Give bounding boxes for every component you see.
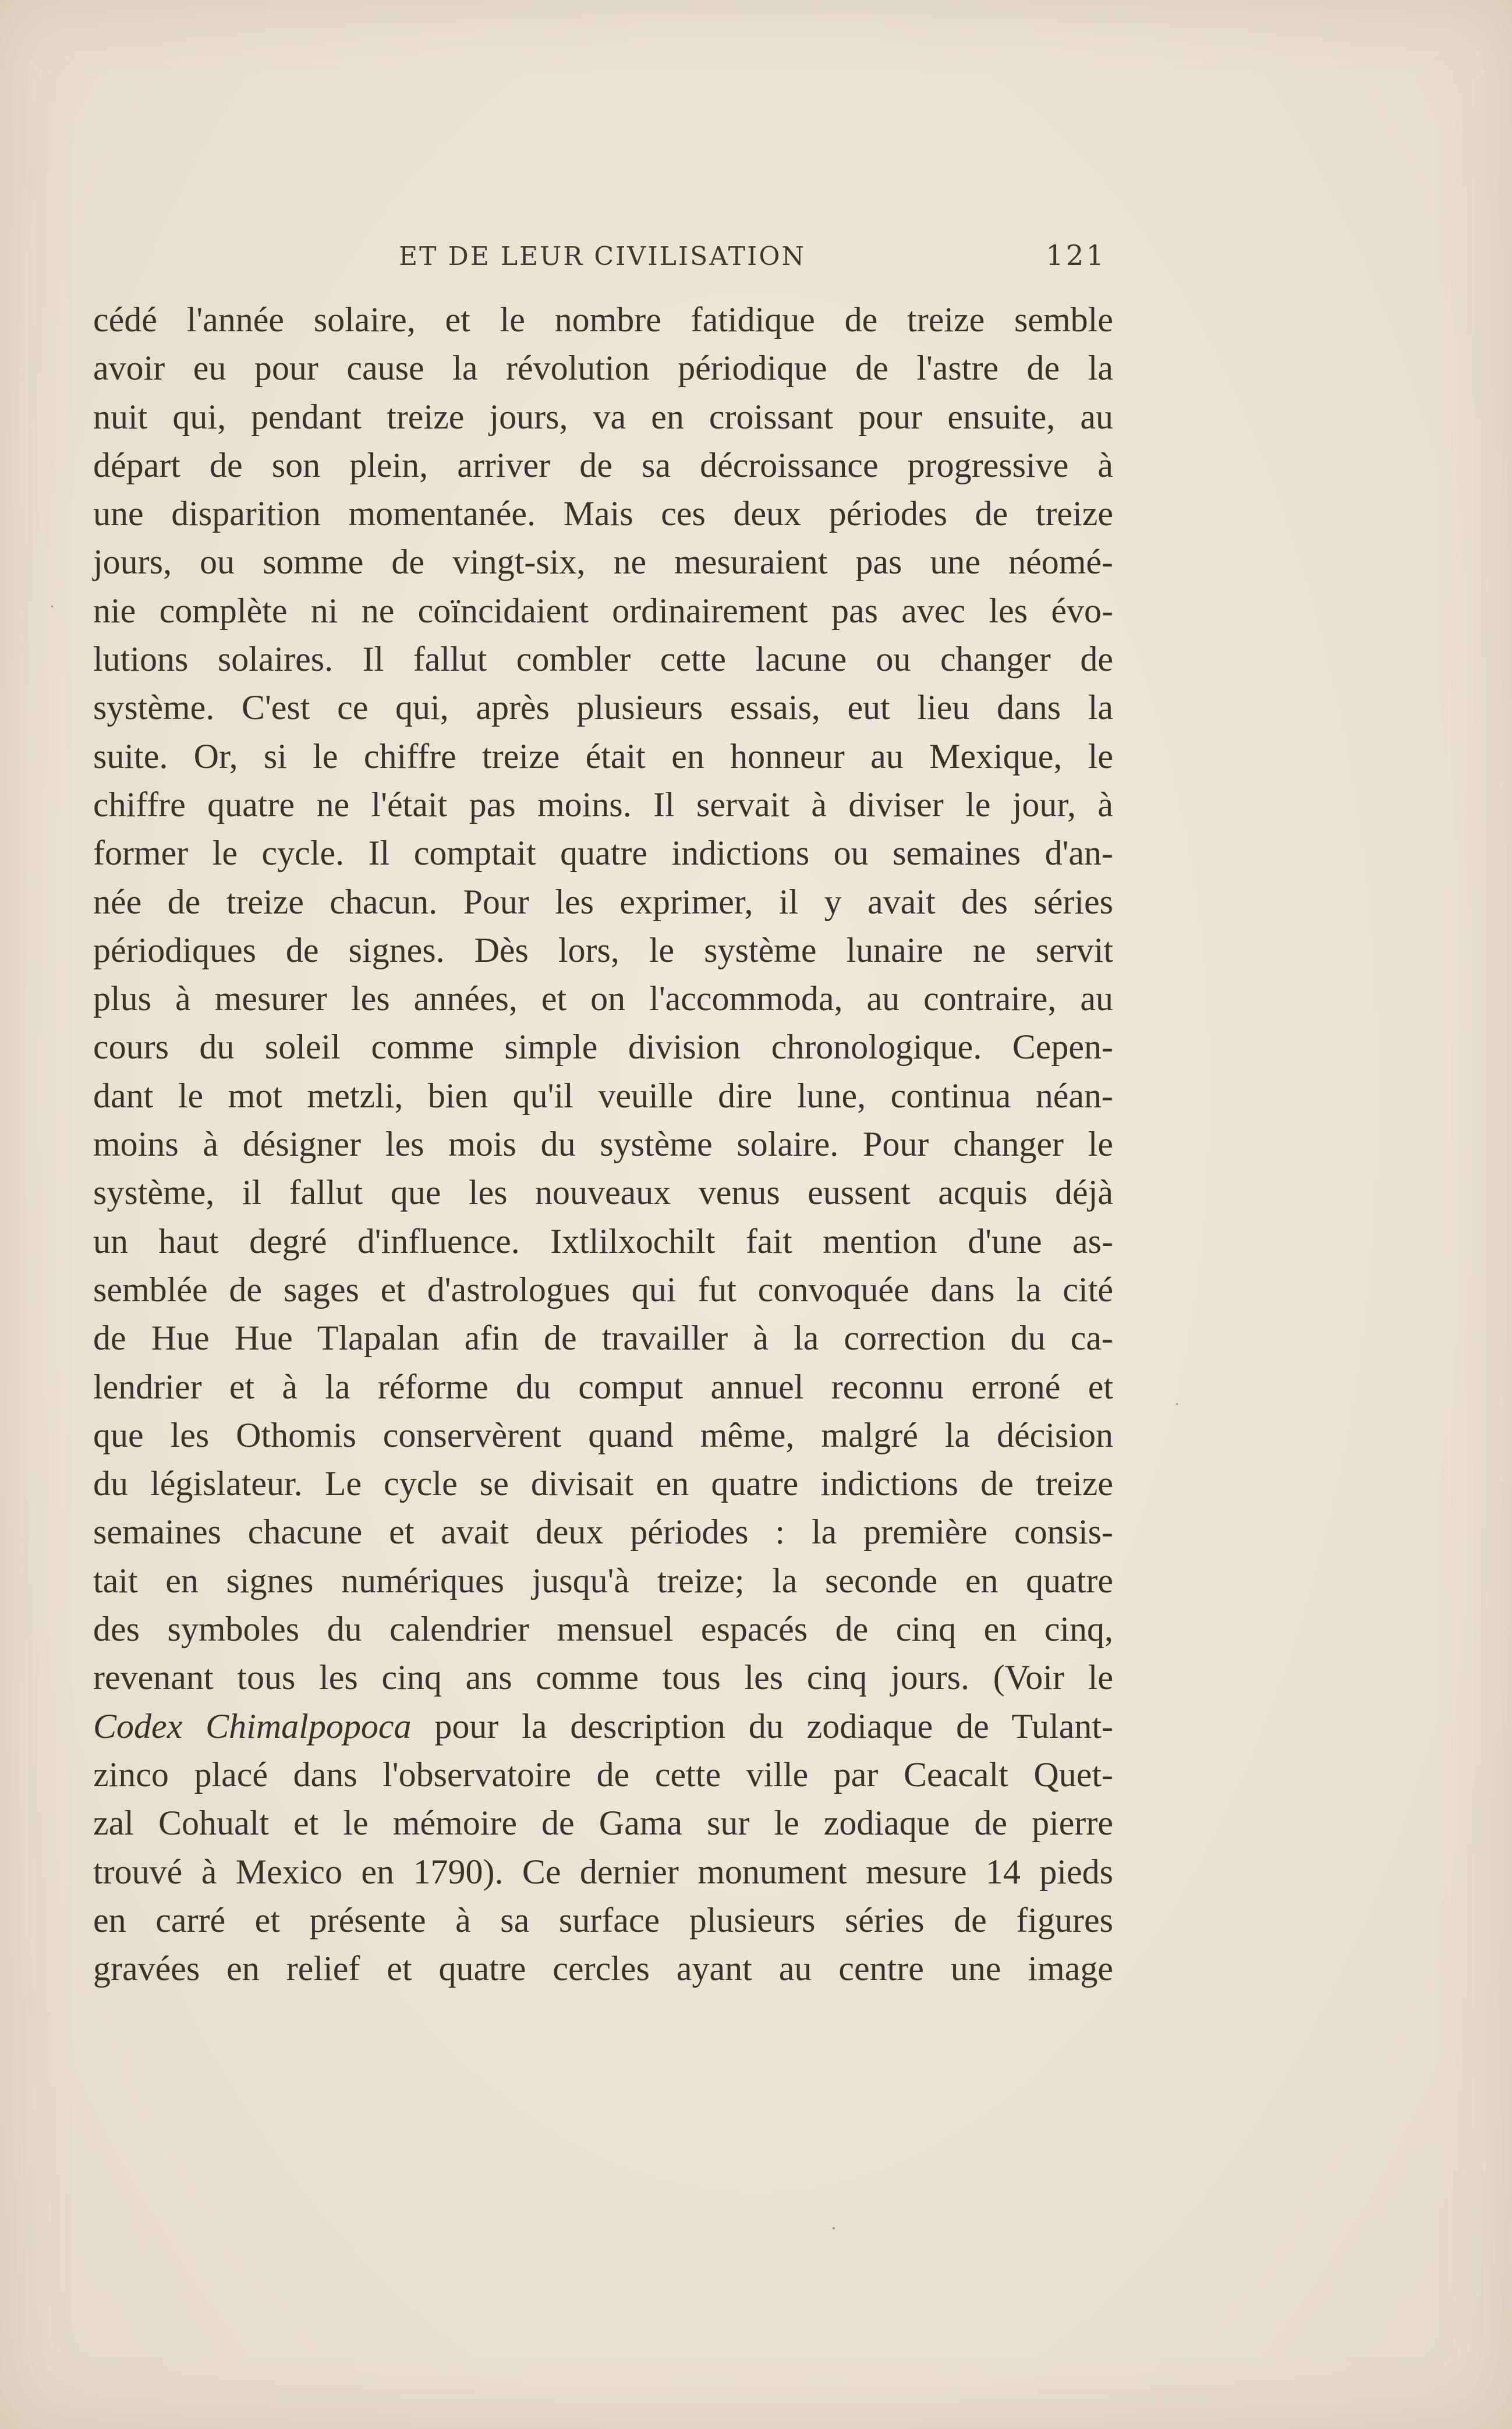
- text-line: nuit qui, pendant treize jours, va en croissant pour ensuite, au: [93, 397, 1113, 436]
- codex-line-rest: pour la description du zodiaque de Tulant-: [411, 1706, 1113, 1745]
- text-line: dant le mot metzli, bien qu'il veuille dire lune, continua néan-: [93, 1076, 1113, 1115]
- text-line: lutions solaires. Il fallut combler cette lacune ou changer de: [93, 640, 1113, 679]
- text-line: en carré et présente à sa surface plusieurs séries de figures: [93, 1900, 1113, 1939]
- text-line: née de treize chacun. Pour les exprimer, il y avait des séries: [93, 882, 1113, 921]
- text-line: cours du soleil comme simple division chronologique. Cepen-: [93, 1028, 1113, 1067]
- text-line: des symboles du calendrier mensuel espacés de cinq en cinq,: [93, 1610, 1113, 1649]
- text-line: nie complète ni ne coïncidaient ordinairement pas avec les évo-: [93, 591, 1113, 630]
- text-line: un haut degré d'influence. Ixtlilxochilt fait mention d'une as-: [93, 1221, 1113, 1260]
- text-line: lendrier et à la réforme du comput annuel reconnu erroné et: [93, 1367, 1113, 1406]
- text-line: périodiques de signes. Dès lors, le système lunaire ne servit: [93, 930, 1113, 969]
- text-line: tait en signes numériques jusqu'à treize; la seconde en quatre: [93, 1561, 1113, 1600]
- paper-speck: [51, 606, 53, 607]
- text-line: que les Othomis conservèrent quand même, malgré la décision: [93, 1415, 1113, 1454]
- text-line: jours, ou somme de vingt-six, ne mesuraient pas une néomé-: [93, 543, 1113, 582]
- running-title: ET DE LEUR CIVILISATION: [399, 242, 806, 271]
- text-line: moins à désigner les mois du système solaire. Pour changer le: [93, 1125, 1113, 1164]
- text-line: zinco placé dans l'observatoire de cette ville par Ceacalt Quet-: [93, 1755, 1113, 1794]
- paper-speck: [1176, 1403, 1178, 1405]
- text-line: système, il fallut que les nouveaux venus eussent acquis déjà: [93, 1173, 1113, 1212]
- text-line: de Hue Hue Tlapalan afin de travailler à la correction du ca-: [93, 1319, 1113, 1358]
- text-line: système. C'est ce qui, après plusieurs essais, eut lieu dans la: [93, 688, 1113, 727]
- running-header: [93, 236, 1106, 282]
- body-text: [93, 296, 1113, 1993]
- text-line: revenant tous les cinq ans comme tous les cinq jours. (Voir le: [93, 1658, 1113, 1697]
- paper-speck: [833, 2227, 835, 2229]
- text-line: semblée de sages et d'astrologues qui fut convoquée dans la cité: [93, 1270, 1113, 1309]
- text-line: une disparition momentanée. Mais ces deux périodes de treize: [93, 494, 1113, 533]
- page-number: 121: [1046, 239, 1106, 272]
- text-line: plus à mesurer les années, et on l'accommoda, au contraire, au: [93, 979, 1113, 1018]
- text-line: départ de son plein, arriver de sa décroissance progressive à: [93, 445, 1113, 484]
- text-line: suite. Or, si le chiffre treize était en honneur au Mexique, le: [93, 737, 1113, 776]
- text-line: semaines chacune et avait deux périodes : la première consis-: [93, 1513, 1113, 1552]
- text-line: zal Cohualt et le mémoire de Gama sur le zodiaque de pierre: [93, 1804, 1113, 1843]
- codex-title: Codex Chimalpopoca: [93, 1706, 412, 1745]
- text-line-codex: [93, 1702, 1113, 1751]
- text-line: avoir eu pour cause la révolution périodique de l'astre de la: [93, 349, 1113, 388]
- text-line: du législateur. Le cycle se divisait en quatre indictions de treize: [93, 1464, 1113, 1503]
- text-line: cédé l'année solaire, et le nombre fatidique de treize semble: [93, 300, 1113, 339]
- text-line: chiffre quatre ne l'était pas moins. Il servait à diviser le jour, à: [93, 785, 1113, 824]
- text-line: trouvé à Mexico en 1790). Ce dernier monument mesure 14 pieds: [93, 1852, 1113, 1891]
- text-line: former le cycle. Il comptait quatre indictions ou semaines d'an-: [93, 834, 1113, 873]
- text-line: gravées en relief et quatre cercles ayant au centre une image: [93, 1949, 1113, 1988]
